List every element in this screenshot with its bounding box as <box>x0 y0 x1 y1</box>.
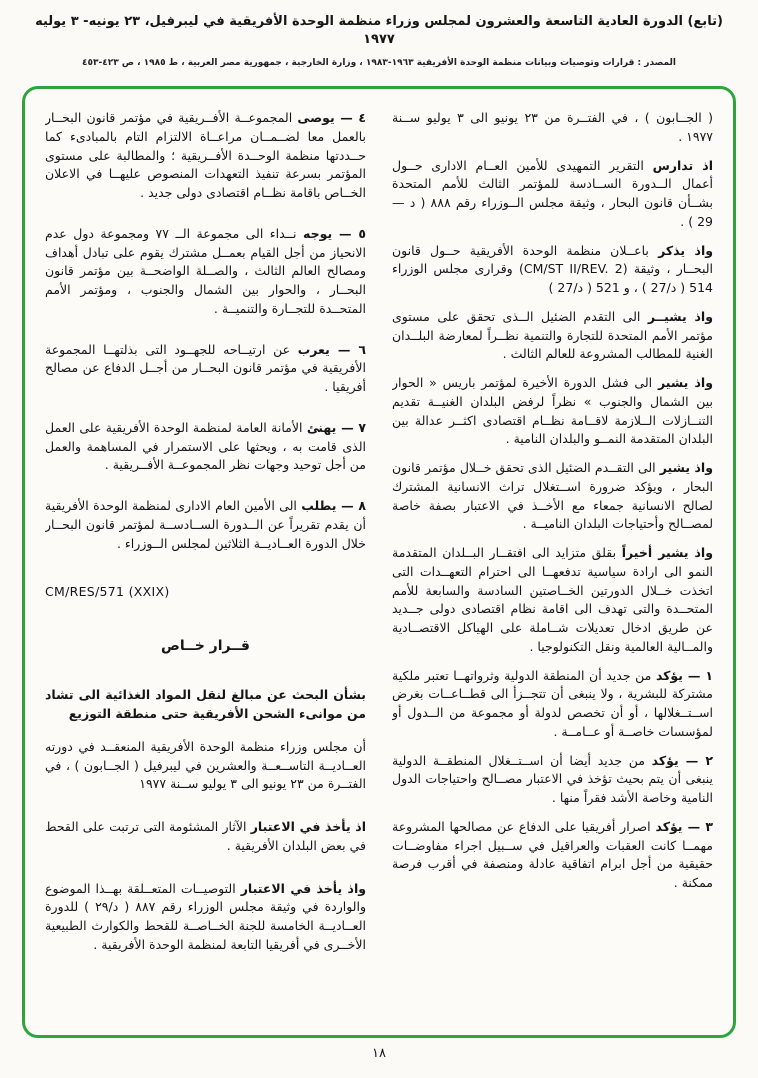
paragraph-text: التوصيــات المتعــلقة بهــذا الموضوع والواردة في وثيقة مجلس الوزراء رقم ٨٨٧ ( د/٢٩ ) للدورة العــاديــة الخامسة للجنة الخــاصــة للقحط والكوارث الطبيعية الأخــرى في أفريقيا التابعة لمنظمة الوحدة الأفريقية . <box>45 880 366 952</box>
decision-heading: قــرار خــاص <box>161 638 250 654</box>
paragraph-text: المجموعــة الأفــريقية في مؤتمر قانون البحــار بالعمل معا لضــمــان مراعــاة الالتزام التام بالمبادىء كما حــددتها منظمة الوحــدة الأفــريقية ؛ والمطالبة على مستوى المؤتمر بسرعة تنفيذ التعهدات المنصوص عليهــا في الاعلان الخــاص باقامة نظــام اقتصادى دولى جديد . <box>45 110 366 200</box>
paragraph-lead: ٧ — يهنئ <box>306 419 366 435</box>
paragraph-text: عن ارتيــاحه للجهــود التى بذلتهــا المجموعة الأفريقية في مؤتمر قانون البحــار من أجــل الدفاع عن مصالح أفريقيا . <box>45 341 366 394</box>
source-line: المصدر : قرارات وتوصيات وبيانات منظمة الوحدة الأفريقية ١٩٦٣-١٩٨٣ ، وزارة الخارجية ، جمهورية مصر العربية ، ط ١٩٨٥ ، ص ٤٢٣-٤٥٣ <box>81 58 677 69</box>
paragraph-lead: اذ تدارس <box>652 157 713 173</box>
resolution-number: CM/RES/571 (XXIX) <box>45 584 170 600</box>
numbered-clause <box>392 818 713 893</box>
text-columns <box>45 109 713 1015</box>
paragraph-text: نــداء الى مجموعة الــ ٧٧ ومجموعة دول عدم الانحياز من أجل القيام بعمــل مشترك يقوم على تبادل أهداف ومصالح العالم الثالث ، والصــلة الواضحــة بين مؤتمر قانون البحــار ، والحوار بين الشمال والجنوب ، ومؤتمر الأمم المتحــدة للتجــارة والتنميــة . <box>45 225 366 316</box>
paragraph-text: الأمانة العامة لمنظمة الوحدة الأفريقية على العمل الذى قامت به ، ويحثها على الاستمرار في المساهمة والعمل من أجل توحيد وجهات نظر المجموعــة الأفــريقية . <box>45 419 366 473</box>
paragraph-lead: ٨ — يطلب <box>301 498 366 513</box>
numbered-clause <box>45 225 366 319</box>
paragraph-text: ( الجــابون ) ، في الفتــرة من ٢٣ يونيو الى ٣ يوليو ســنة ١٩٧٧ . <box>392 110 713 144</box>
paragraph-lead: اذ يأخذ في الاعتبار <box>250 819 366 834</box>
paragraph-text: الآثار المشئومة التى ترتبت على القحط في بعض البلدان الأفريقية . <box>45 819 366 853</box>
document-header <box>0 0 758 68</box>
paragraph-lead: ٢ — يؤكد <box>651 752 713 768</box>
numbered-clause <box>45 497 366 553</box>
paragraph <box>392 109 713 147</box>
paragraph-text: الى التقدم الضئيل الــذى تحقق على مستوى مؤتمر الأمم المتحدة للتجارة والتنمية نظــراً لمعارضة البلــدان الغنية للمطالب المشروعة للعالم الثالث . <box>392 308 713 362</box>
paragraph <box>45 818 366 856</box>
column-right <box>392 109 713 1015</box>
paragraph-text: التقرير التمهيدى للأمين العــام الادارى حــول أعمال الــدورة الســادسة للمؤتمر الثالث للأمم المتحدة بشــأن قانون البحار ، وثيقة مجلس الــوزراء رقم ٨٨٨ ( د — 29 ) . <box>392 157 713 229</box>
paragraph <box>45 738 366 794</box>
paragraph <box>392 308 713 364</box>
paragraph-text: بقلق متزايد الى افتقــار البــلدان المتقدمة النمو الى ارادة سياسية تدفعهــا الى احترام التعهــدات التى اتخذت خــلال الدورتين الخــاصتين السادسة والسابعة للأمم المتحــدة والتى تهدف الى اقامة نظام اقتصادى دولى جــديد عن طريق ادخال تعديلات شــاملة على الهياكل الاقتصــادية والمــالية العالمية ونقل التكنولوجيا . <box>392 545 713 654</box>
green-frame <box>22 86 736 1038</box>
paragraph <box>392 242 713 298</box>
paragraph-text: الى فشل الدورة الأخيرة لمؤتمر باريس « الحوار بين الشمال والجنوب » نظراً لرفض البلدان الغنيــة تقديم التنــازلات الــلازمة لاقــامة نظــام اقتصادى اكثــر عدالة بين البلدان المتقدمة النمــو والبلدان النامية . <box>392 375 713 447</box>
paragraph <box>392 374 713 449</box>
numbered-clause <box>45 109 366 203</box>
paragraph-lead: ٣ — يؤكد <box>655 818 713 834</box>
numbered-clause <box>45 419 366 475</box>
paragraph-lead: واذ يشير <box>659 460 713 475</box>
numbered-clause <box>392 667 713 742</box>
paragraph-text: اصرار أفريقيا على الدفاع عن مصالحها المشروعة مهمــا كانت العقبات والعراقيل في ســبيل اجراء مفاوضــات حقيقية من أجل ابرام اتفاقية عادلة ومنصفة في أقرب فرصة ممكنة . <box>392 818 713 890</box>
paragraph-lead: واذ يشيــر <box>647 308 713 324</box>
paragraph-lead: واذ يشير <box>657 375 713 390</box>
paragraph-lead: ١ — يؤكد <box>655 667 713 683</box>
paragraph-lead: ٤ — يوصى <box>297 110 366 125</box>
paragraph-text: من جديد أن المنطقة الدولية وثرواتهــا تعتبر ملكية مشتركة للبشرية ، ولا ينبغى أن تتجــزأ الى قطــاعــات بغرض اســتــغلالها ، أو أن تخصص لدولة أو مجموعة من الــدول أو لمؤسسات خاصــة أو عــامــة . <box>392 667 713 739</box>
session-title: (تابع) الدورة العادية التاسعة والعشرون لمجلس وزراء منظمة الوحدة الأفريقية في ليبرفيل، ٢٣ يونيه- ٣ يوليه ١٩٧٧ <box>35 14 723 48</box>
paragraph <box>392 157 713 232</box>
numbered-clause <box>392 752 713 808</box>
paragraph-lead: واذ يشير أخيراً <box>621 545 713 560</box>
paragraph <box>392 459 713 534</box>
paragraph-text: من جديد أيضا أن اســتــغلال المنطقــة الدولية ينبغى أن يتم بحيث تؤخذ في الاعتبار مصــالح واحتياجات الدول النامية وخاصة الأشد فقراً منها . <box>392 752 713 805</box>
paragraph-text: أن مجلس وزراء منظمة الوحدة الأفريقية المنعقــد في دورته العــاديــة التاســعــة والعشرين في ليبرفيل ( الجــابون ) ، في الفتــرة من ٢٣ يونيو الى ٣ يوليو ســنة ١٩٧٧ <box>45 738 366 792</box>
paragraph-lead: ٦ — يعرب <box>297 341 366 357</box>
paragraph-text: الى الأمين العام الادارى لمنظمة الوحدة الأفريقية أن يقدم تقريراً عن الــدورة الســادســة لمؤتمر قانون البحــار خلال الدورة العــاديــة الثلاثين لمجلس الــوزراء . <box>45 498 366 551</box>
paragraph-lead: واذ يذكر <box>658 242 713 258</box>
numbered-clause <box>45 341 366 397</box>
paragraph-text: باعــلان منظمة الوحدة الأفريقية حــول قانون البحــار ، وثيقة (CM/ST II/REV. 2) وقرارى مجلس الوزراء 514 ( د/27 ) ، و 521 ( د/27 ) <box>392 242 713 295</box>
column-left <box>45 109 366 1015</box>
paragraph-text: الى التقــدم الضئيل الذى تحقق خــلال مؤتمر قانون البحار ، ويؤكد ضرورة اســتغلال تراث الانسانية المشترك لصالح الانسانية جمعاء مع الأخــذ في الاعتبار بصفة خاصة لمصــالح وأحتياجات البلدان الناميــة . <box>392 460 713 532</box>
page-number: ١٨ <box>372 1046 386 1061</box>
paragraph <box>45 880 366 955</box>
paragraph <box>392 544 713 657</box>
paragraph-lead: ٥ — يوجه <box>303 225 366 241</box>
paragraph-lead: واذ يأخذ في الاعتبار <box>240 880 366 896</box>
decision-subject: بشأن البحث عن مبالغ لنقل المواد الغذائية الى تشاد من موانىء الشحن الأفريقية حتى منطقة التوزيع <box>45 687 366 722</box>
